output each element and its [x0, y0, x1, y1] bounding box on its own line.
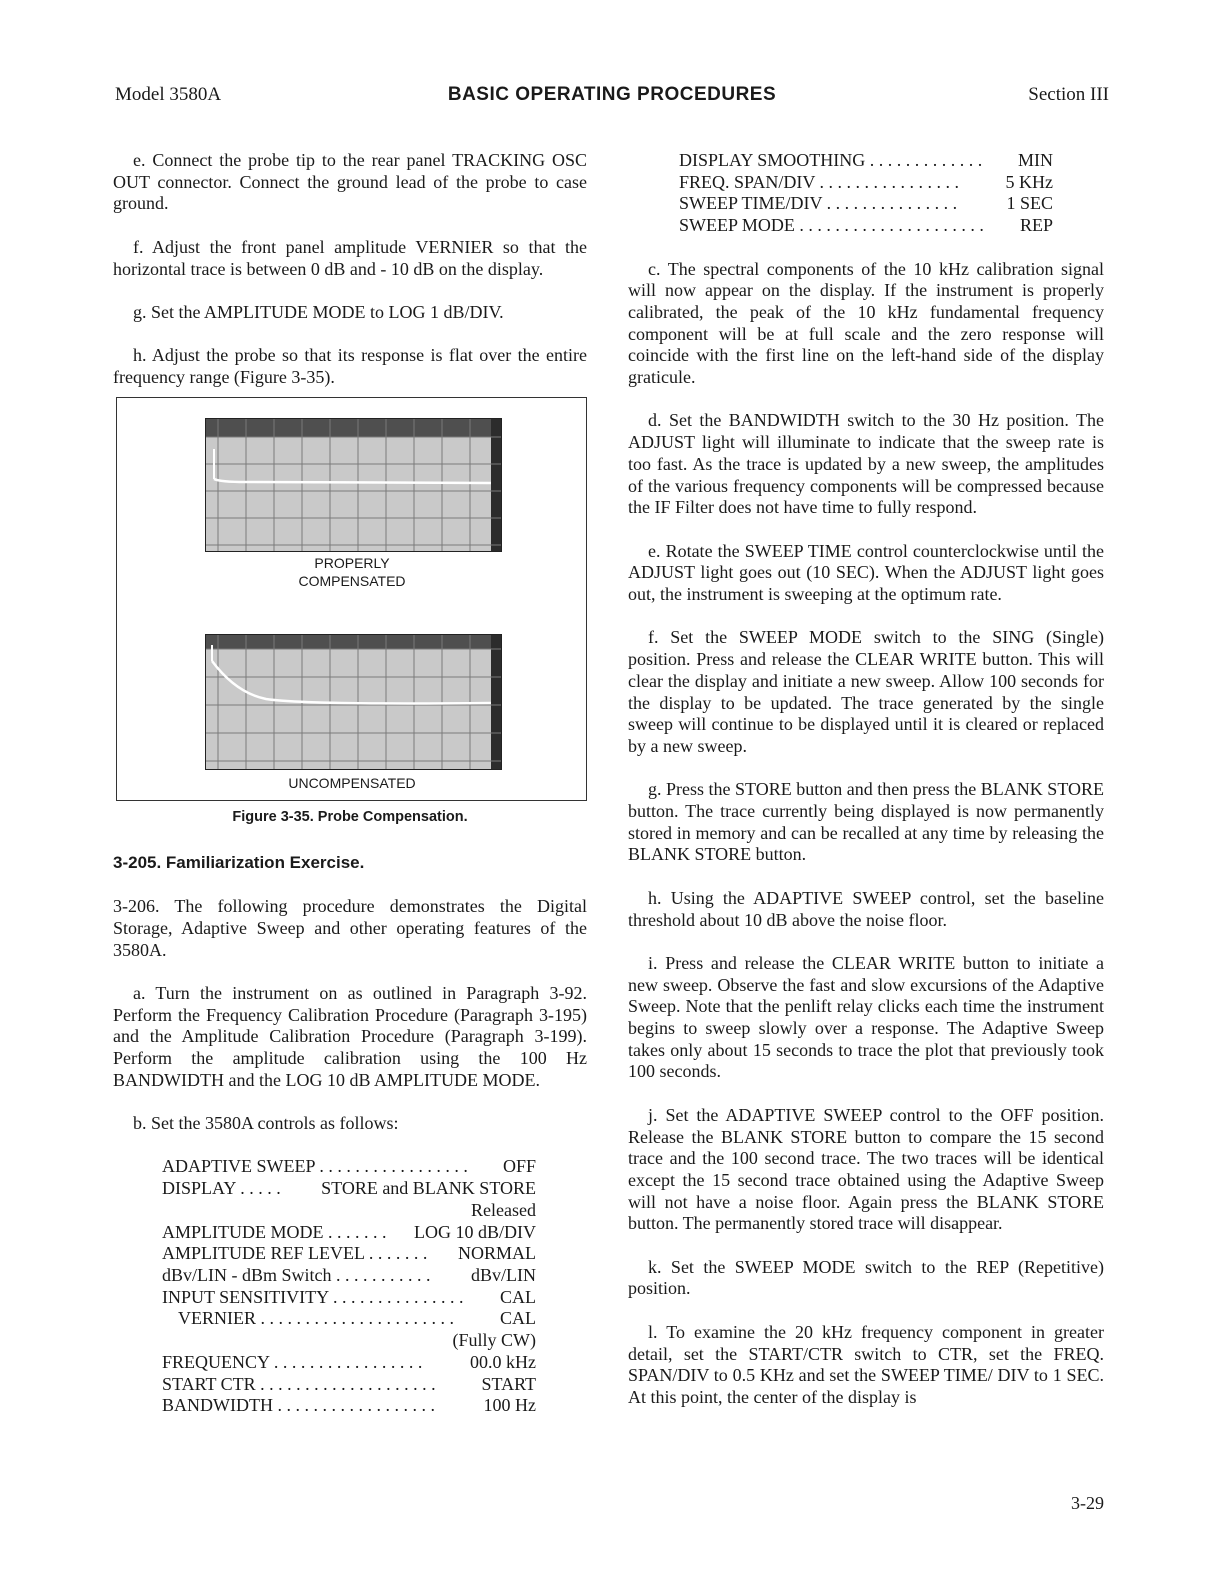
scope-graticule-compensated: [206, 419, 501, 551]
figure-probe-compensation: [116, 397, 587, 801]
setting-row: INPUT SENSITIVITY . . . . . . . . . . . . . . . CAL: [162, 1286, 536, 1307]
setting-row-continuation: Released: [471, 1199, 536, 1220]
step-l: l. To examine the 20 kHz frequency component in greater detail, set the START/CTR switch to CTR, set the FREQ. SPAN/DIV to 0.5 KHz and set the SWEEP TIME/ DIV to 1 SEC. At this point, the center of the display is: [628, 1321, 1104, 1407]
left-column: [113, 150, 587, 1417]
setting-row: DISPLAY . . . . . STORE and BLANK STORE: [162, 1178, 536, 1199]
header-section: Section III: [1028, 84, 1109, 105]
label-compensated: COMPENSATED: [298, 572, 406, 589]
step-a: a. Turn the instrument on as outlined in Paragraph 3-92. Perform the Frequency Calibration Procedure (Paragraph 3-195) and the Amplitude Calibration Procedure (Paragraph 3-199). Perform the amplitude calibration using the 100 Hz BANDWIDTH and the LOG 10 dB AMPLITUDE MODE.: [113, 982, 587, 1090]
label-uncompensated: UNCOMPENSATED: [288, 774, 416, 791]
setting-row: AMPLITUDE REF LEVEL . . . . . . . NORMAL: [162, 1243, 536, 1264]
setting-row: SWEEP TIME/DIV . . . . . . . . . . . . . . . 1 SEC: [679, 193, 1053, 214]
para-3-206: 3-206. The following procedure demonstrates the Digital Storage, Adaptive Sweep and other operating features of the 3580A.: [113, 896, 587, 960]
setting-row: VERNIER . . . . . . . . . . . . . . . . . . . . . . CAL: [178, 1308, 536, 1329]
settings-list-left: [162, 1156, 536, 1416]
header-title: BASIC OPERATING PROCEDURES: [447, 84, 777, 105]
setting-row: SWEEP MODE . . . . . . . . . . . . . . . . . . . . . REP: [679, 215, 1053, 236]
step-f-right: f. Set the SWEEP MODE switch to the SING (Single) position. Press and release the CLEAR WRITE button. This will clear the display and initiate a new sweep. Allow 100 seconds for the display to be updated. The trace generated by the single sweep will continue to be displayed until it is cleared or replaced by a new sweep.: [628, 627, 1104, 756]
section-heading: 3-205. Familiarization Exercise.: [113, 853, 365, 873]
setting-row: FREQ. SPAN/DIV . . . . . . . . . . . . . . . . 5 KHz: [679, 171, 1053, 192]
step-d: d. Set the BANDWIDTH switch to the 30 Hz position. The ADJUST light will illuminate to indicate that the sweep rate is too fast. As the trace is updated by a new sweep, the amplitudes of the various frequency components will be compressed because the IF Filter does not have time to fully respond.: [628, 410, 1104, 518]
step-j: j. Set the ADAPTIVE SWEEP control to the OFF position. Release the BLANK STORE button to compare the 15 second trace and the 100 second trace. The two traces will be identical except the 15 second trace obtained using the Adaptive Sweep will not have a noise floor. Again press the BLANK STORE button. The permanently stored trace will disappear.: [628, 1104, 1104, 1234]
step-h-left: h. Adjust the probe so that its response is flat over the entire frequency range (Figure 3-35).: [113, 345, 587, 387]
step-e-left: e. Connect the probe tip to the rear panel TRACKING OSC OUT connector. Connect the ground lead of the probe to case ground.: [113, 150, 587, 214]
step-h-right: h. Using the ADAPTIVE SWEEP control, set the baseline threshold about 10 dB above the noise floor.: [628, 887, 1104, 930]
scope-display-uncompensated: [205, 634, 502, 770]
step-k: k. Set the SWEEP MODE switch to the REP (Repetitive) position.: [628, 1256, 1104, 1299]
step-c: c. The spectral components of the 10 kHz calibration signal will now appear on the display. If the instrument is properly calibrated, the peak of the 10 kHz fundamental frequency component will be at full scale and the zero response will coincide with the first line on the left-hand side of the display graticule.: [628, 258, 1104, 388]
setting-row: dBv/LIN - dBm Switch . . . . . . . . . . . dBv/LIN: [162, 1265, 536, 1285]
label-properly: PROPERLY: [314, 554, 390, 571]
page-number: 3-29: [1071, 1493, 1104, 1513]
setting-row-continuation: (Fully CW): [452, 1330, 536, 1351]
right-column: [628, 150, 1104, 1430]
header-model: Model 3580A: [115, 84, 222, 105]
setting-row: START CTR . . . . . . . . . . . . . . . . . . . . START: [162, 1373, 536, 1394]
scope-display-compensated: [205, 418, 502, 552]
settings-list-right: [679, 150, 1053, 237]
setting-row: BANDWIDTH . . . . . . . . . . . . . . . . . . 100 Hz: [162, 1395, 536, 1416]
setting-row: ADAPTIVE SWEEP . . . . . . . . . . . . . . . . . OFF: [162, 1156, 536, 1177]
scope-graticule-uncompensated: [206, 635, 501, 769]
figure-caption: Figure 3-35. Probe Compensation.: [232, 808, 468, 825]
step-i: i. Press and release the CLEAR WRITE button to initiate a new sweep. Observe the fast and slow excursions of the Adaptive Sweep. Note that the penlift relay clicks each time the instrument begins to sweep slowly over a response. The Adaptive Sweep takes only about 15 seconds to trace the plot that previously took 100 seconds.: [628, 952, 1104, 1082]
step-b: b. Set the 3580A controls as follows:: [133, 1113, 399, 1134]
step-e-right: e. Rotate the SWEEP TIME control counterclockwise until the ADJUST light goes out (10 SEC). When the ADJUST light goes out, the instrument is sweeping at the optimum rate.: [628, 540, 1104, 605]
step-g-right: g. Press the STORE button and then press the BLANK STORE button. The trace currently being displayed is now permanently stored in memory and can be recalled at any time by releasing the BLANK STORE button.: [628, 779, 1104, 865]
step-f-left: f. Adjust the front panel amplitude VERNIER so that the horizontal trace is between 0 dB and - 10 dB on the display.: [113, 236, 587, 279]
setting-row: AMPLITUDE MODE . . . . . . . LOG 10 dB/DIV: [162, 1221, 536, 1242]
step-g-left: g. Set the AMPLITUDE MODE to LOG 1 dB/DIV.: [133, 301, 504, 322]
setting-row: FREQUENCY . . . . . . . . . . . . . . . . . 00.0 kHz: [162, 1351, 536, 1372]
setting-row: DISPLAY SMOOTHING . . . . . . . . . . . . . MIN: [679, 150, 1053, 170]
